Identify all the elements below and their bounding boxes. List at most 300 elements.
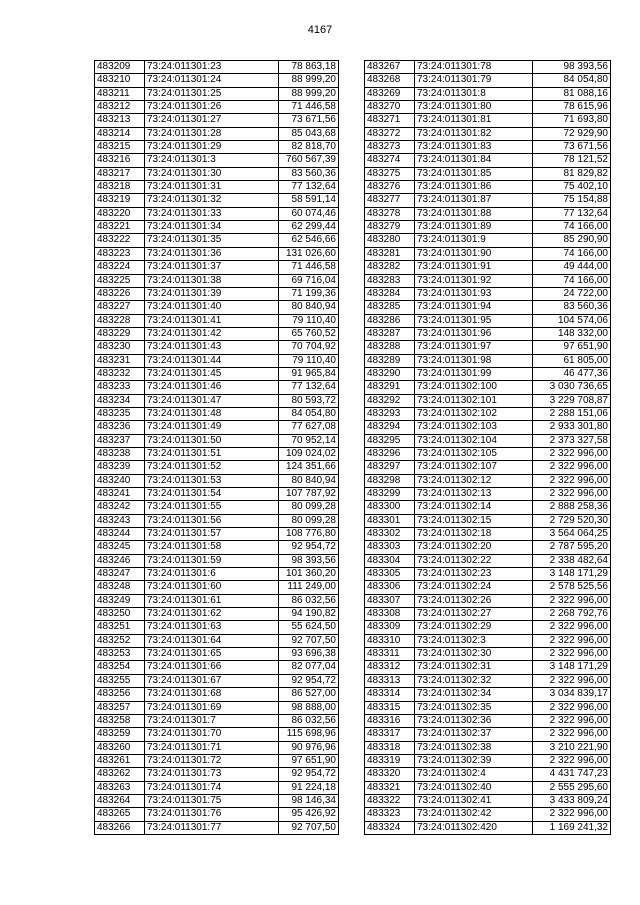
record-number-cell: 483275 xyxy=(365,167,415,180)
value-cell: 86 032,56 xyxy=(279,594,339,607)
table-row xyxy=(365,581,611,594)
table-row xyxy=(95,608,339,621)
record-number-cell: 483299 xyxy=(365,488,415,501)
value-cell: 115 698,96 xyxy=(279,728,339,741)
cadastral-number-cell: 73:24:011302:38 xyxy=(415,741,533,754)
table-row xyxy=(365,327,611,340)
value-cell: 2 322 996,00 xyxy=(533,474,611,487)
table-row xyxy=(365,87,611,100)
value-cell: 3 034 839,17 xyxy=(533,688,611,701)
record-number-cell: 483308 xyxy=(365,608,415,621)
value-cell: 2 373 327,58 xyxy=(533,434,611,447)
cadastral-number-cell: 73:24:011302:13 xyxy=(415,488,533,501)
record-number-cell: 483249 xyxy=(95,594,145,607)
value-cell: 3 030 736,65 xyxy=(533,381,611,394)
cadastral-number-cell: 73:24:011302:22 xyxy=(415,554,533,567)
record-number-cell: 483272 xyxy=(365,127,415,140)
cadastral-number-cell: 73:24:011302:31 xyxy=(415,661,533,674)
record-number-cell: 483317 xyxy=(365,728,415,741)
cadastral-number-cell: 73:24:011302:100 xyxy=(415,381,533,394)
record-number-cell: 483210 xyxy=(95,74,145,87)
value-cell: 65 760,52 xyxy=(279,327,339,340)
table-row xyxy=(95,314,339,327)
table-row xyxy=(95,461,339,474)
record-number-cell: 483268 xyxy=(365,74,415,87)
value-cell: 91 965,84 xyxy=(279,367,339,380)
record-number-cell: 483324 xyxy=(365,821,415,834)
record-number-cell: 483273 xyxy=(365,141,415,154)
cadastral-number-cell: 73:24:011302:15 xyxy=(415,514,533,527)
cadastral-number-cell: 73:24:011301:55 xyxy=(145,501,279,514)
value-cell: 2 322 996,00 xyxy=(533,461,611,474)
table-row xyxy=(95,141,339,154)
table-row xyxy=(365,341,611,354)
cadastral-number-cell: 73:24:011301:57 xyxy=(145,528,279,541)
value-cell: 24 722,00 xyxy=(533,287,611,300)
value-cell: 70 704,92 xyxy=(279,341,339,354)
record-number-cell: 483211 xyxy=(95,87,145,100)
value-cell: 2 555 295,60 xyxy=(533,781,611,794)
value-cell: 77 132,64 xyxy=(279,181,339,194)
value-cell: 2 322 996,00 xyxy=(533,808,611,821)
record-number-cell: 483248 xyxy=(95,581,145,594)
value-cell: 73 671,56 xyxy=(279,114,339,127)
value-cell: 3 148 171,29 xyxy=(533,661,611,674)
table-row xyxy=(95,221,339,234)
value-cell: 91 224,18 xyxy=(279,781,339,794)
table-row xyxy=(365,741,611,754)
value-cell: 79 110,40 xyxy=(279,354,339,367)
cadastral-number-cell: 73:24:011301:67 xyxy=(145,674,279,687)
record-number-cell: 483311 xyxy=(365,648,415,661)
value-cell: 71 446,58 xyxy=(279,261,339,274)
table-row xyxy=(365,568,611,581)
value-cell: 108 776,80 xyxy=(279,528,339,541)
table-row xyxy=(95,247,339,260)
table-row xyxy=(95,421,339,434)
table-row xyxy=(95,61,339,74)
cadastral-number-cell: 73:24:011301:86 xyxy=(415,181,533,194)
table-row xyxy=(95,514,339,527)
record-number-cell: 483213 xyxy=(95,114,145,127)
value-cell: 2 578 525,56 xyxy=(533,581,611,594)
table-row xyxy=(365,648,611,661)
table-row xyxy=(95,207,339,220)
table-row xyxy=(365,207,611,220)
record-number-cell: 483212 xyxy=(95,101,145,114)
record-number-cell: 483297 xyxy=(365,461,415,474)
record-number-cell: 483236 xyxy=(95,421,145,434)
cadastral-number-cell: 73:24:011302:36 xyxy=(415,714,533,727)
table-row xyxy=(95,501,339,514)
record-number-cell: 483293 xyxy=(365,407,415,420)
value-cell: 77 132,64 xyxy=(533,207,611,220)
value-cell: 3 564 064,25 xyxy=(533,528,611,541)
table-row xyxy=(95,701,339,714)
value-cell: 2 322 996,00 xyxy=(533,634,611,647)
record-number-cell: 483318 xyxy=(365,741,415,754)
record-number-cell: 483244 xyxy=(95,528,145,541)
table-row xyxy=(95,754,339,767)
cadastral-number-cell: 73:24:011302:40 xyxy=(415,781,533,794)
cadastral-number-cell: 73:24:011302:41 xyxy=(415,794,533,807)
record-number-cell: 483320 xyxy=(365,768,415,781)
value-cell: 86 527,00 xyxy=(279,688,339,701)
table-row xyxy=(365,421,611,434)
table-row xyxy=(95,274,339,287)
table-row xyxy=(95,447,339,460)
table-row xyxy=(95,407,339,420)
value-cell: 81 088,16 xyxy=(533,87,611,100)
table-row xyxy=(95,581,339,594)
record-number-cell: 483226 xyxy=(95,287,145,300)
value-cell: 74 166,00 xyxy=(533,247,611,260)
record-number-cell: 483288 xyxy=(365,341,415,354)
record-number-cell: 483230 xyxy=(95,341,145,354)
cadastral-number-cell: 73:24:011301:50 xyxy=(145,434,279,447)
value-cell: 73 671,56 xyxy=(533,141,611,154)
record-number-cell: 483237 xyxy=(95,434,145,447)
cadastral-number-cell: 73:24:011301:99 xyxy=(415,367,533,380)
cadastral-number-cell: 73:24:011302:42 xyxy=(415,808,533,821)
record-number-cell: 483231 xyxy=(95,354,145,367)
table-row xyxy=(365,608,611,621)
record-number-cell: 483276 xyxy=(365,181,415,194)
value-cell: 2 322 996,00 xyxy=(533,648,611,661)
table-row xyxy=(95,194,339,207)
table-row xyxy=(95,327,339,340)
record-number-cell: 483239 xyxy=(95,461,145,474)
cadastral-number-cell: 73:24:011301:44 xyxy=(145,354,279,367)
record-number-cell: 483214 xyxy=(95,127,145,140)
table-row xyxy=(365,127,611,140)
table-row xyxy=(365,354,611,367)
cadastral-number-cell: 73:24:011301:42 xyxy=(145,327,279,340)
cadastral-number-cell: 73:24:011302:12 xyxy=(415,474,533,487)
cadastral-number-cell: 73:24:011301:79 xyxy=(415,74,533,87)
cadastral-number-cell: 73:24:011301:25 xyxy=(145,87,279,100)
table-row xyxy=(365,754,611,767)
cadastral-number-cell: 73:24:011301:23 xyxy=(145,61,279,74)
record-number-cell: 483255 xyxy=(95,674,145,687)
table-row xyxy=(95,688,339,701)
cadastral-number-cell: 73:24:011301:45 xyxy=(145,367,279,380)
table-row xyxy=(365,634,611,647)
table-row xyxy=(365,194,611,207)
record-number-cell: 483242 xyxy=(95,501,145,514)
table-row xyxy=(365,314,611,327)
value-cell: 2 933 301,80 xyxy=(533,421,611,434)
value-cell: 46 477,36 xyxy=(533,367,611,380)
value-cell: 92 954,72 xyxy=(279,541,339,554)
record-number-cell: 483262 xyxy=(95,768,145,781)
table-row xyxy=(365,167,611,180)
cadastral-number-cell: 73:24:011301:89 xyxy=(415,221,533,234)
cadastral-number-cell: 73:24:011301:76 xyxy=(145,808,279,821)
record-number-cell: 483260 xyxy=(95,741,145,754)
cadastral-number-cell: 73:24:011301:36 xyxy=(145,247,279,260)
cadastral-number-cell: 73:24:011301:94 xyxy=(415,301,533,314)
value-cell: 2 888 258,36 xyxy=(533,501,611,514)
record-number-cell: 483247 xyxy=(95,568,145,581)
table-row xyxy=(95,127,339,140)
cadastral-number-cell: 73:24:011302:30 xyxy=(415,648,533,661)
value-cell: 75 402,10 xyxy=(533,181,611,194)
value-cell: 77 627,08 xyxy=(279,421,339,434)
table-row xyxy=(95,661,339,674)
record-number-cell: 483216 xyxy=(95,154,145,167)
table-row xyxy=(95,528,339,541)
cadastral-number-cell: 73:24:011301:51 xyxy=(145,447,279,460)
value-cell: 83 560,36 xyxy=(533,301,611,314)
value-cell: 81 829,82 xyxy=(533,167,611,180)
value-cell: 92 707,50 xyxy=(279,634,339,647)
cadastral-number-cell: 73:24:011301:71 xyxy=(145,741,279,754)
table-row xyxy=(365,261,611,274)
table-row xyxy=(365,461,611,474)
value-cell: 70 952,14 xyxy=(279,434,339,447)
record-number-cell: 483245 xyxy=(95,541,145,554)
table-row xyxy=(95,488,339,501)
record-number-cell: 483257 xyxy=(95,701,145,714)
table-row xyxy=(95,341,339,354)
record-number-cell: 483291 xyxy=(365,381,415,394)
cadastral-number-cell: 73:24:011301:65 xyxy=(145,648,279,661)
record-number-cell: 483302 xyxy=(365,528,415,541)
table-row xyxy=(95,87,339,100)
value-cell: 2 322 996,00 xyxy=(533,621,611,634)
value-cell: 71 199,36 xyxy=(279,287,339,300)
value-cell: 97 651,90 xyxy=(533,341,611,354)
value-cell: 3 210 221,90 xyxy=(533,741,611,754)
record-number-cell: 483309 xyxy=(365,621,415,634)
record-number-cell: 483282 xyxy=(365,261,415,274)
cadastral-number-cell: 73:24:011301:78 xyxy=(415,61,533,74)
table-row xyxy=(365,221,611,234)
cadastral-number-cell: 73:24:011301:68 xyxy=(145,688,279,701)
record-number-cell: 483321 xyxy=(365,781,415,794)
table-row xyxy=(365,661,611,674)
value-cell: 98 888,00 xyxy=(279,701,339,714)
cadastral-number-cell: 73:24:011301:38 xyxy=(145,274,279,287)
value-cell: 71 446,58 xyxy=(279,101,339,114)
cadastral-table-left xyxy=(94,60,339,835)
record-number-cell: 483323 xyxy=(365,808,415,821)
cadastral-number-cell: 73:24:011302:105 xyxy=(415,447,533,460)
value-cell: 72 929,90 xyxy=(533,127,611,140)
table-row xyxy=(365,434,611,447)
cadastral-number-cell: 73:24:011302:102 xyxy=(415,407,533,420)
table-row xyxy=(365,141,611,154)
value-cell: 2 322 996,00 xyxy=(533,714,611,727)
table-row xyxy=(95,781,339,794)
value-cell: 90 976,96 xyxy=(279,741,339,754)
cadastral-number-cell: 73:24:011301:87 xyxy=(415,194,533,207)
table-row xyxy=(365,61,611,74)
table-row xyxy=(365,474,611,487)
value-cell: 2 729 520,30 xyxy=(533,514,611,527)
table-row xyxy=(95,728,339,741)
value-cell: 107 787,92 xyxy=(279,488,339,501)
table-row xyxy=(95,394,339,407)
record-number-cell: 483290 xyxy=(365,367,415,380)
table-row xyxy=(95,821,339,834)
cadastral-number-cell: 73:24:011301:49 xyxy=(145,421,279,434)
cadastral-number-cell: 73:24:011301:80 xyxy=(415,101,533,114)
table-row xyxy=(95,367,339,380)
table-row xyxy=(365,287,611,300)
record-number-cell: 483252 xyxy=(95,634,145,647)
cadastral-number-cell: 73:24:011302:20 xyxy=(415,541,533,554)
table-row xyxy=(365,794,611,807)
value-cell: 78 863,18 xyxy=(279,61,339,74)
table-row xyxy=(365,541,611,554)
cadastral-number-cell: 73:24:011301:37 xyxy=(145,261,279,274)
cadastral-number-cell: 73:24:011301:9 xyxy=(415,234,533,247)
cadastral-number-cell: 73:24:011302:39 xyxy=(415,754,533,767)
table-row xyxy=(95,594,339,607)
value-cell: 88 999,20 xyxy=(279,87,339,100)
value-cell: 92 954,72 xyxy=(279,768,339,781)
cadastral-number-cell: 73:24:011301:39 xyxy=(145,287,279,300)
record-number-cell: 483246 xyxy=(95,554,145,567)
table-row xyxy=(95,167,339,180)
cadastral-number-cell: 73:24:011301:43 xyxy=(145,341,279,354)
value-cell: 94 190,82 xyxy=(279,608,339,621)
table-row xyxy=(365,528,611,541)
value-cell: 93 696,38 xyxy=(279,648,339,661)
record-number-cell: 483234 xyxy=(95,394,145,407)
cadastral-number-cell: 73:24:011301:27 xyxy=(145,114,279,127)
value-cell: 75 154,88 xyxy=(533,194,611,207)
cadastral-number-cell: 73:24:011301:48 xyxy=(145,407,279,420)
table-row xyxy=(95,474,339,487)
value-cell: 111 249,00 xyxy=(279,581,339,594)
record-number-cell: 483278 xyxy=(365,207,415,220)
record-number-cell: 483222 xyxy=(95,234,145,247)
record-number-cell: 483289 xyxy=(365,354,415,367)
value-cell: 92 954,72 xyxy=(279,674,339,687)
value-cell: 62 546,66 xyxy=(279,234,339,247)
record-number-cell: 483219 xyxy=(95,194,145,207)
value-cell: 49 444,00 xyxy=(533,261,611,274)
record-number-cell: 483298 xyxy=(365,474,415,487)
table-row xyxy=(95,794,339,807)
record-number-cell: 483280 xyxy=(365,234,415,247)
cadastral-number-cell: 73:24:011301:30 xyxy=(145,167,279,180)
table-row xyxy=(95,381,339,394)
cadastral-table-left-body xyxy=(95,61,339,835)
value-cell: 95 426,92 xyxy=(279,808,339,821)
record-number-cell: 483277 xyxy=(365,194,415,207)
record-number-cell: 483300 xyxy=(365,501,415,514)
cadastral-number-cell: 73:24:011301:69 xyxy=(145,701,279,714)
value-cell: 109 024,02 xyxy=(279,447,339,460)
record-number-cell: 483223 xyxy=(95,247,145,260)
cadastral-number-cell: 73:24:011301:34 xyxy=(145,221,279,234)
value-cell: 82 077,04 xyxy=(279,661,339,674)
record-number-cell: 483263 xyxy=(95,781,145,794)
cadastral-number-cell: 73:24:011302:24 xyxy=(415,581,533,594)
table-row xyxy=(95,554,339,567)
table-row xyxy=(95,354,339,367)
cadastral-number-cell: 73:24:011302:18 xyxy=(415,528,533,541)
record-number-cell: 483285 xyxy=(365,301,415,314)
page-number: 4167 xyxy=(307,24,333,36)
cadastral-number-cell: 73:24:011302:32 xyxy=(415,674,533,687)
cadastral-number-cell: 73:24:011301:28 xyxy=(145,127,279,140)
value-cell: 2 322 996,00 xyxy=(533,488,611,501)
cadastral-number-cell: 73:24:011302:101 xyxy=(415,394,533,407)
value-cell: 78 121,52 xyxy=(533,154,611,167)
record-number-cell: 483283 xyxy=(365,274,415,287)
cadastral-number-cell: 73:24:011301:74 xyxy=(145,781,279,794)
record-number-cell: 483274 xyxy=(365,154,415,167)
cadastral-number-cell: 73:24:011301:41 xyxy=(145,314,279,327)
cadastral-number-cell: 73:24:011301:66 xyxy=(145,661,279,674)
cadastral-number-cell: 73:24:011302:37 xyxy=(415,728,533,741)
value-cell: 86 032,56 xyxy=(279,714,339,727)
value-cell: 80 840,94 xyxy=(279,474,339,487)
record-number-cell: 483251 xyxy=(95,621,145,634)
record-number-cell: 483225 xyxy=(95,274,145,287)
record-number-cell: 483209 xyxy=(95,61,145,74)
table-row xyxy=(365,381,611,394)
cadastral-number-cell: 73:24:011302:107 xyxy=(415,461,533,474)
cadastral-number-cell: 73:24:011301:3 xyxy=(145,154,279,167)
record-number-cell: 483270 xyxy=(365,101,415,114)
table-row xyxy=(95,808,339,821)
table-row xyxy=(365,621,611,634)
record-number-cell: 483269 xyxy=(365,87,415,100)
value-cell: 101 360,20 xyxy=(279,568,339,581)
record-number-cell: 483224 xyxy=(95,261,145,274)
value-cell: 2 322 996,00 xyxy=(533,754,611,767)
cadastral-number-cell: 73:24:011302:23 xyxy=(415,568,533,581)
value-cell: 74 166,00 xyxy=(533,274,611,287)
record-number-cell: 483220 xyxy=(95,207,145,220)
cadastral-number-cell: 73:24:011301:88 xyxy=(415,207,533,220)
cadastral-number-cell: 73:24:011301:91 xyxy=(415,261,533,274)
cadastral-number-cell: 73:24:011301:98 xyxy=(415,354,533,367)
cadastral-number-cell: 73:24:011301:82 xyxy=(415,127,533,140)
record-number-cell: 483306 xyxy=(365,581,415,594)
cadastral-table-right xyxy=(364,60,611,835)
value-cell: 1 169 241,32 xyxy=(533,821,611,834)
cadastral-number-cell: 73:24:011301:33 xyxy=(145,207,279,220)
cadastral-number-cell: 73:24:011301:90 xyxy=(415,247,533,260)
cadastral-number-cell: 73:24:011301:92 xyxy=(415,274,533,287)
cadastral-number-cell: 73:24:011301:95 xyxy=(415,314,533,327)
value-cell: 82 818,70 xyxy=(279,141,339,154)
table-row xyxy=(95,181,339,194)
record-number-cell: 483286 xyxy=(365,314,415,327)
cadastral-number-cell: 73:24:011301:59 xyxy=(145,554,279,567)
table-row xyxy=(365,488,611,501)
cadastral-number-cell: 73:24:011301:75 xyxy=(145,794,279,807)
cadastral-number-cell: 73:24:011301:8 xyxy=(415,87,533,100)
value-cell: 98 393,56 xyxy=(533,61,611,74)
record-number-cell: 483310 xyxy=(365,634,415,647)
record-number-cell: 483287 xyxy=(365,327,415,340)
value-cell: 131 026,60 xyxy=(279,247,339,260)
table-row xyxy=(365,821,611,834)
cadastral-number-cell: 73:24:011302:103 xyxy=(415,421,533,434)
value-cell: 3 148 171,29 xyxy=(533,568,611,581)
cadastral-number-cell: 73:24:011301:70 xyxy=(145,728,279,741)
table-row xyxy=(365,674,611,687)
table-row xyxy=(95,741,339,754)
